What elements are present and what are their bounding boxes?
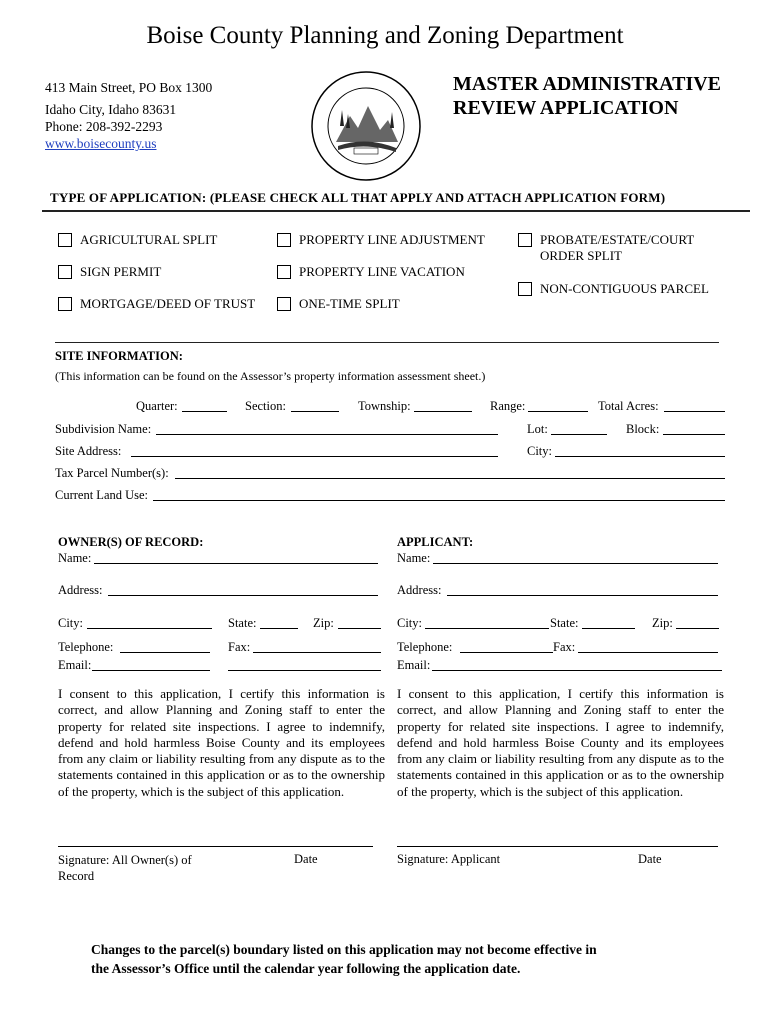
checkbox-label: SIGN PERMIT	[80, 264, 162, 279]
checkbox-label	[540, 232, 694, 264]
subdivision-label: Subdivision Name:	[55, 422, 152, 436]
applicant-fax-label: Fax:	[553, 640, 576, 654]
checkbox-box[interactable]	[58, 297, 72, 311]
checkbox-non-contiguous-parcel[interactable]	[518, 281, 709, 297]
site-address-label: Site Address:	[55, 444, 122, 458]
footer-notice-line-1: Changes to the parcel(s) boundary listed on this application may not become effective in	[91, 942, 597, 957]
applicant-state-label: State:	[550, 616, 579, 630]
owner-fax-label: Fax:	[228, 640, 251, 654]
application-title	[453, 72, 721, 120]
range-label: Range:	[490, 399, 526, 413]
applicant-name-label: Name:	[397, 551, 431, 565]
applicant-heading: APPLICANT:	[397, 535, 474, 549]
owner-extra-field[interactable]	[228, 670, 381, 671]
divider	[55, 342, 719, 343]
applicant-consent-text: I consent to this application, I certify this information is correct, and allow Planning and Zoning staff to enter the property for related site inspections. I agree to indemnify, defend and hold harmless Boise County and its employees from any claim or liability resulting from any dispute as to the statements contained in this application or as to the ownership of the property, which is the subject of this application.	[397, 686, 724, 799]
applicant-signature-line[interactable]	[397, 846, 718, 847]
checkbox-box[interactable]	[277, 297, 291, 311]
owner-signature-line[interactable]	[58, 846, 373, 847]
township-field[interactable]	[414, 411, 472, 412]
owner-state-label: State:	[228, 616, 257, 630]
applicant-date-label: Date	[638, 852, 662, 866]
total-acres-label: Total Acres:	[598, 399, 659, 413]
block-field[interactable]	[663, 434, 725, 435]
checkbox-box[interactable]	[277, 265, 291, 279]
checkbox-box[interactable]	[277, 233, 291, 247]
land-use-field[interactable]	[153, 500, 725, 501]
checkbox-label: MORTGAGE/DEED OF TRUST	[80, 296, 256, 311]
owner-telephone-label: Telephone:	[58, 640, 114, 654]
owner-zip-label: Zip:	[313, 616, 334, 630]
owner-city-label: City:	[58, 616, 84, 630]
owner-consent-text: I consent to this application, I certify this information is correct, and allow Planning and Zoning staff to enter the property for related site inspections. I agree to indemnify, defend and hold harmless Boise County and its employees from any claim or liability resulting from any dispute as to the statements contained in this application or as to the ownership of the property, which is the subject of this application.	[58, 686, 385, 799]
owner-zip-field[interactable]	[338, 628, 381, 629]
applicant-zip-label: Zip:	[652, 616, 673, 630]
checkbox-mortgage-deed[interactable]	[58, 296, 255, 312]
owner-signature-label	[58, 852, 192, 884]
checkbox-label-line-1: PROBATE/ESTATE/COURT	[540, 232, 695, 247]
owner-state-field[interactable]	[260, 628, 298, 629]
section-field[interactable]	[291, 411, 339, 412]
checkbox-box[interactable]	[518, 233, 532, 247]
total-acres-field[interactable]	[664, 411, 725, 412]
owner-name-label: Name:	[58, 551, 92, 565]
quarter-label: Quarter:	[136, 399, 178, 413]
footer-notice	[91, 940, 597, 978]
lot-label: Lot:	[527, 422, 548, 436]
checkbox-label: NON-CONTIGUOUS PARCEL	[540, 281, 709, 296]
website-link[interactable]: www.boisecounty.us	[45, 136, 157, 151]
checkbox-sign-permit[interactable]	[58, 264, 161, 280]
owner-heading: OWNER(S) OF RECORD:	[58, 535, 204, 549]
phone: Phone: 208-392-2293	[45, 119, 163, 134]
checkbox-agricultural-split[interactable]	[58, 232, 217, 248]
owner-fax-field[interactable]	[253, 652, 381, 653]
checkbox-probate-estate-court[interactable]	[518, 232, 694, 264]
township-label: Township:	[358, 399, 411, 413]
checkbox-box[interactable]	[58, 233, 72, 247]
tax-parcel-label: Tax Parcel Number(s):	[55, 466, 169, 480]
range-field[interactable]	[528, 411, 588, 412]
application-title-line-1: MASTER ADMINISTRATIVE	[453, 73, 722, 95]
site-information-note: (This information can be found on the Assessor’s property information assessment sheet.)	[55, 369, 486, 383]
owner-signature-label-line-1: Signature: All Owner(s) of	[58, 853, 192, 867]
checkbox-label: PROPERTY LINE ADJUSTMENT	[299, 232, 485, 247]
checkbox-property-line-vacation[interactable]	[277, 264, 465, 280]
applicant-name-field[interactable]	[433, 563, 718, 564]
land-use-label: Current Land Use:	[55, 488, 149, 502]
applicant-email-field[interactable]	[432, 670, 722, 671]
subdivision-field[interactable]	[156, 434, 498, 435]
block-label: Block:	[626, 422, 660, 436]
owner-email-label: Email:	[58, 658, 92, 672]
owner-city-field[interactable]	[87, 628, 212, 629]
address-line-1: 413 Main Street, PO Box 1300	[45, 80, 213, 95]
applicant-signature-label: Signature: Applicant	[397, 852, 501, 866]
footer-notice-line-2: the Assessor’s Office until the calendar year following the application date.	[91, 961, 521, 976]
owner-telephone-field[interactable]	[120, 652, 210, 653]
checkbox-box[interactable]	[58, 265, 72, 279]
county-seal-icon	[310, 70, 422, 182]
owner-date-label: Date	[294, 852, 318, 866]
applicant-telephone-field[interactable]	[460, 652, 553, 653]
page-title: Boise County Planning and Zoning Department	[146, 22, 624, 49]
divider	[42, 210, 750, 212]
applicant-address-field[interactable]	[447, 595, 718, 596]
applicant-city-field[interactable]	[425, 628, 549, 629]
checkbox-label: PROPERTY LINE VACATION	[299, 264, 465, 279]
city-label: City:	[527, 444, 553, 458]
owner-email-field[interactable]	[92, 670, 210, 671]
site-address-field[interactable]	[131, 456, 498, 457]
applicant-address-label: Address:	[397, 583, 442, 597]
applicant-city-label: City:	[397, 616, 423, 630]
applicant-fax-field[interactable]	[578, 652, 718, 653]
applicant-telephone-label: Telephone:	[397, 640, 453, 654]
site-information-heading: SITE INFORMATION:	[55, 349, 183, 363]
checkbox-label: AGRICULTURAL SPLIT	[80, 232, 218, 247]
type-of-application-heading: TYPE OF APPLICATION: (PLEASE CHECK ALL THAT APPLY AND ATTACH APPLICATION FORM)	[50, 190, 666, 205]
quarter-field[interactable]	[182, 411, 227, 412]
owner-signature-label-line-2: Record	[58, 869, 95, 883]
checkbox-box[interactable]	[518, 282, 532, 296]
tax-parcel-field[interactable]	[175, 478, 725, 479]
section-label: Section:	[245, 399, 286, 413]
owner-address-label: Address:	[58, 583, 103, 597]
applicant-email-label: Email:	[397, 658, 431, 672]
city-field[interactable]	[555, 456, 725, 457]
address-line-2: Idaho City, Idaho 83631	[45, 102, 177, 117]
applicant-state-field[interactable]	[582, 628, 635, 629]
checkbox-label: ONE-TIME SPLIT	[299, 296, 400, 311]
checkbox-one-time-split[interactable]	[277, 296, 400, 312]
checkbox-label-line-2: ORDER SPLIT	[540, 248, 622, 263]
checkbox-property-line-adjustment[interactable]	[277, 232, 485, 248]
lot-field[interactable]	[551, 434, 607, 435]
application-title-line-2: REVIEW APPLICATION	[453, 97, 679, 119]
owner-address-field[interactable]	[108, 595, 378, 596]
owner-name-field[interactable]	[94, 563, 378, 564]
applicant-zip-field[interactable]	[676, 628, 719, 629]
